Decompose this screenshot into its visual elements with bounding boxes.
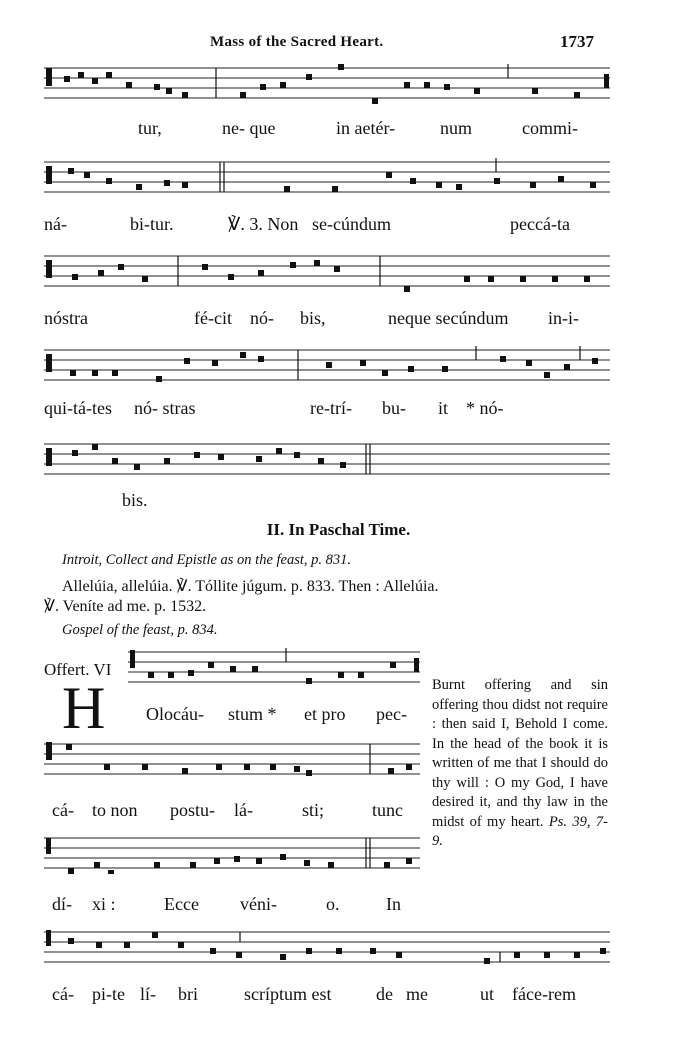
english-translation	[432, 676, 608, 852]
syllable: o.	[326, 894, 340, 914]
syllable: bi-tur.	[130, 214, 174, 234]
rubric-introit: Introit, Collect and Epistle as on the feast, p. 831.	[62, 552, 352, 568]
syllable: se-cúndum	[312, 214, 391, 234]
syllable: to non	[92, 800, 138, 820]
alleluia-verse-line-2: ℣. Veníte ad me. p. 1532.	[44, 598, 207, 615]
syllable: in-i-	[548, 308, 579, 328]
syllable: pi-te	[92, 984, 125, 1004]
chant-staff	[44, 440, 610, 480]
syllable: dí-	[52, 894, 72, 914]
syllable: nó- stras	[134, 398, 196, 418]
syllable: véni-	[240, 894, 277, 914]
syllable: re-trí-	[310, 398, 352, 418]
page-title: Mass of the Sacred Heart.	[210, 34, 384, 50]
syllable: Ecce	[164, 894, 199, 914]
scripture-reference: Ps. 39, 7-9.	[432, 813, 608, 849]
offertory-label: Offert. VI	[44, 660, 112, 679]
syllable: ut	[480, 984, 495, 1004]
syllable: * nó-	[466, 398, 504, 418]
syllable: Olocáu-	[146, 704, 204, 724]
syllable: peccá-ta	[510, 214, 570, 234]
syllable: scríptum est	[244, 984, 332, 1004]
syllable: num	[440, 118, 473, 138]
chant-staff	[44, 64, 610, 104]
chant-staff	[44, 346, 610, 386]
syllable: nóstra	[44, 308, 88, 328]
chant-staff	[44, 740, 420, 780]
syllable: neque secúndum	[388, 308, 509, 328]
chant-staff	[44, 834, 420, 874]
syllable: bis,	[300, 308, 326, 328]
syllable: me	[406, 984, 428, 1004]
syllable: ne- que	[222, 118, 276, 138]
chant-staff	[44, 158, 610, 198]
syllable: tunc	[372, 800, 403, 820]
alleluia-verse-line-1: Allelúia, allelúia. ℣. Tóllite júgum. p. 833. Then : Allelúia.	[62, 578, 439, 595]
translation-text: Burnt offering and sin offering thou didst not require : then said I, Behold I come. In the head of the book it is written of me that I should do thy will : O my God, I have desired it, and thy law in the midst of my heart.	[432, 677, 608, 830]
syllable: bis.	[122, 490, 148, 510]
syllable: nó-	[250, 308, 274, 328]
syllable: commi-	[522, 118, 578, 138]
syllable: postu-	[170, 800, 215, 820]
syllable: cá-	[52, 984, 74, 1004]
rubric-gospel: Gospel of the feast, p. 834.	[62, 622, 218, 638]
syllable: et pro	[304, 704, 346, 724]
syllable: fé-cit	[194, 308, 232, 328]
syllable: lí-	[140, 984, 156, 1004]
syllable: lá-	[234, 800, 253, 820]
syllable: xi :	[92, 894, 116, 914]
syllable: In	[386, 894, 401, 914]
page-number: 1737	[560, 32, 594, 51]
syllable: bu-	[382, 398, 406, 418]
syllable: de	[376, 984, 393, 1004]
syllable: qui-tá-tes	[44, 398, 112, 418]
chant-staff	[128, 648, 420, 688]
chant-staff	[44, 928, 610, 968]
section-heading: II. In Paschal Time.	[266, 520, 411, 539]
syllable: stum *	[228, 704, 277, 724]
syllable: pec-	[376, 704, 407, 724]
syllable: cá-	[52, 800, 74, 820]
page-header	[0, 30, 677, 54]
syllable: tur,	[138, 118, 162, 138]
chant-staff	[44, 252, 610, 292]
syllable: sti;	[302, 800, 325, 820]
syllable: fáce-rem	[512, 984, 576, 1004]
syllable: ℣. 3. Non	[228, 214, 299, 234]
syllable: in aetér-	[336, 118, 396, 138]
syllable: ná-	[44, 214, 67, 234]
drop-cap-initial: H	[62, 675, 106, 741]
syllable: it	[438, 398, 449, 418]
syllable: bri	[178, 984, 198, 1004]
